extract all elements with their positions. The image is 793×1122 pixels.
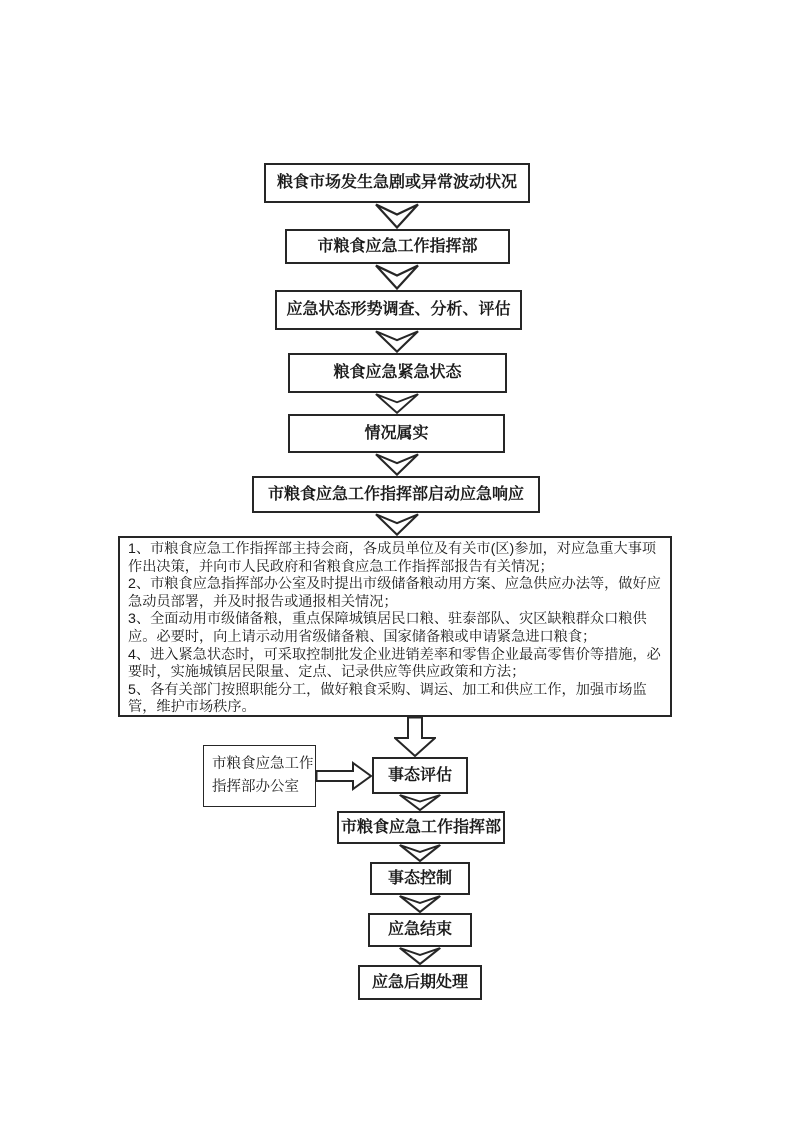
node-urgent-state: 粮食应急紧急状态 (288, 353, 507, 393)
measure-item-4: 4、进入紧急状态时，可采取控制批发企业进销差率和零售企业最高零售价等措施，必要时，实施城镇居民限量、定点、记录供应等供应政策和方法； (128, 646, 661, 681)
chevron-down-arrow-icon (374, 330, 420, 353)
chevron-down-arrow-icon (374, 513, 420, 536)
block-down-arrow-icon (394, 717, 436, 757)
chevron-down-arrow-icon (374, 203, 420, 229)
chevron-down-arrow-icon (374, 393, 420, 414)
node-market-event: 粮食市场发生急剧或异常波动状况 (264, 163, 530, 203)
chevron-down-arrow-icon (374, 264, 420, 290)
chevron-down-arrow-icon (374, 453, 420, 476)
node-control: 事态控制 (370, 862, 470, 895)
measures-box (118, 536, 672, 717)
node-activate-response: 市粮食应急工作指挥部启动应急响应 (252, 476, 540, 513)
measure-item-3: 3、全面动用市级储备粮，重点保障城镇居民口粮、驻泰部队、灾区缺粮群众口粮供应。必要时，向上请示动用省级储备粮、国家储备粮或申请紧急进口粮食； (128, 611, 647, 645)
chevron-down-arrow-icon (398, 895, 442, 913)
node-end: 应急结束 (368, 913, 472, 947)
node-headquarters: 市粮食应急工作指挥部 (285, 229, 510, 264)
node-investigation: 应急状态形势调查、分析、评估 (275, 290, 522, 330)
node-post-processing: 应急后期处理 (358, 965, 482, 1000)
measure-item-2: 2、市粮食应急指挥部办公室及时提出市级储备粮动用方案、应急供应办法等，做好应急动员部署，并及时报告或通报相关情况； (128, 576, 661, 610)
chevron-down-arrow-icon (398, 844, 442, 862)
node-situation-confirmed: 情况属实 (288, 414, 505, 453)
measure-item-1: 1、市粮食应急工作指挥部主持会商，各成员单位及有关市(区)参加，对应急重大事项作出决策，并向市人民政府和省粮食应急工作指挥部报告有关情况； (128, 541, 657, 575)
node-assessment: 事态评估 (372, 757, 468, 794)
chevron-down-arrow-icon (398, 947, 442, 965)
block-right-arrow-icon (316, 761, 372, 791)
node-office: 市粮食应急工作指挥部办公室 (203, 745, 316, 807)
node-headquarters-review: 市粮食应急工作指挥部 (337, 811, 505, 844)
measure-item-5: 5、各有关部门按照职能分工，做好粮食采购、调运、加工和供应工作，加强市场监管，维护市场秩序。 (128, 681, 647, 716)
chevron-down-arrow-icon (398, 794, 442, 811)
